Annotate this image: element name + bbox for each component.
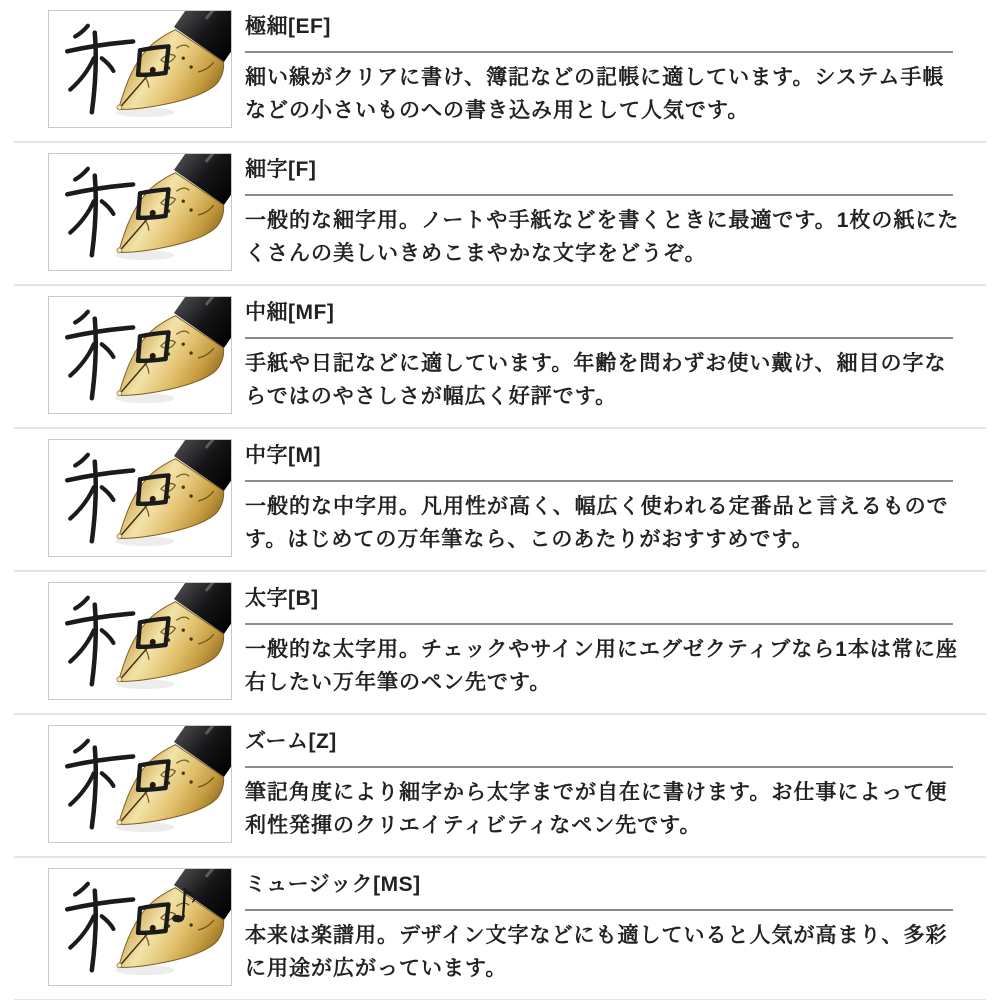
pen-nib-photo [49,440,231,556]
pen-grip [199,154,231,187]
nib-info [245,858,965,985]
nib-size-title: 中細[MF] [245,301,335,324]
nib-info [245,286,965,413]
nib-size-row [0,429,1000,572]
title-underline [245,194,953,196]
pen-grip [199,583,231,616]
title-underline [245,909,953,911]
iridium-tip [117,820,122,825]
nib-size-title: 太字[B] [245,587,319,610]
title-underline [245,623,953,625]
pen-nib-photo [49,154,231,270]
pen-grip [199,726,231,759]
pen-nib-photo [49,869,231,985]
iridium-tip [117,248,122,253]
nib-size-row [0,572,1000,715]
nib-size-row [0,858,1000,1000]
nib-info [245,715,965,842]
nib-size-description: 本来は楽譜用。デザイン文字などにも適していると人気が高まり、多彩に用途が広がっています。 [245,924,948,980]
title-underline [245,480,953,482]
nib-size-description: 筆記角度により細字から太字までが自在に書けます。お仕事によって便利性発揮のクリエイティビティなペン先です。 [245,781,948,837]
nib-sample-image [48,439,232,557]
nib-size-title: 中字[M] [245,444,321,467]
nib-size-row [0,143,1000,286]
pen-grip [199,11,231,44]
nib-size-row [0,286,1000,429]
nib-size-description: 一般的な太字用。チェックやサイン用にエグゼクティブなら1本は常に座右したい万年筆のペン先です。 [245,638,958,694]
nib-sample-image [48,725,232,843]
nib-size-title: ズーム[Z] [245,730,337,753]
nib-info [245,429,965,556]
music-note-glyph: ♪ [167,878,201,936]
iridium-tip [117,963,122,968]
title-underline [245,51,953,53]
nib-sample-image [48,296,232,414]
nib-size-title: 極細[EF] [245,15,331,38]
pen-grip [199,297,231,330]
nib-sample-image [48,868,232,986]
nib-size-description: 一般的な中字用。凡用性が高く、幅広く使われる定番品と言えるものです。はじめての万年筆なら、このあたりがおすすめです。 [245,495,949,551]
nib-info [245,0,965,127]
nib-size-row [0,0,1000,143]
pen-grip [199,440,231,473]
pen-nib-photo [49,726,231,842]
iridium-tip [117,105,122,110]
nib-size-description: 手紙や日記などに適しています。年齢を問わずお使い戴け、細目の字ならではのやさしさが幅広く好評です。 [245,352,947,408]
nib-size-title: 細字[F] [245,158,317,181]
nib-size-description: 細い線がクリアに書け、簿記などの記帳に適しています。システム手帳などの小さいものへの書き込み用として人気です。 [245,66,945,122]
title-underline [245,337,953,339]
nib-sample-image [48,582,232,700]
nib-size-title: ミュージック[MS] [245,873,421,896]
pen-nib-photo [49,297,231,413]
nib-info [245,572,965,699]
pen-nib-photo [49,583,231,699]
pen-nib-photo [49,11,231,127]
nib-sample-image [48,153,232,271]
nib-size-description: 一般的な細字用。ノートや手紙などを書くときに最適です。1枚の紙にたくさんの美しいきめこまやかな文字をどうぞ。 [245,209,960,265]
nib-size-row [0,715,1000,858]
nib-sample-image [48,10,232,128]
pen-grip [199,869,231,902]
iridium-tip [117,391,122,396]
title-underline [245,766,953,768]
iridium-tip [117,534,122,539]
nib-info [245,143,965,270]
iridium-tip [117,677,122,682]
